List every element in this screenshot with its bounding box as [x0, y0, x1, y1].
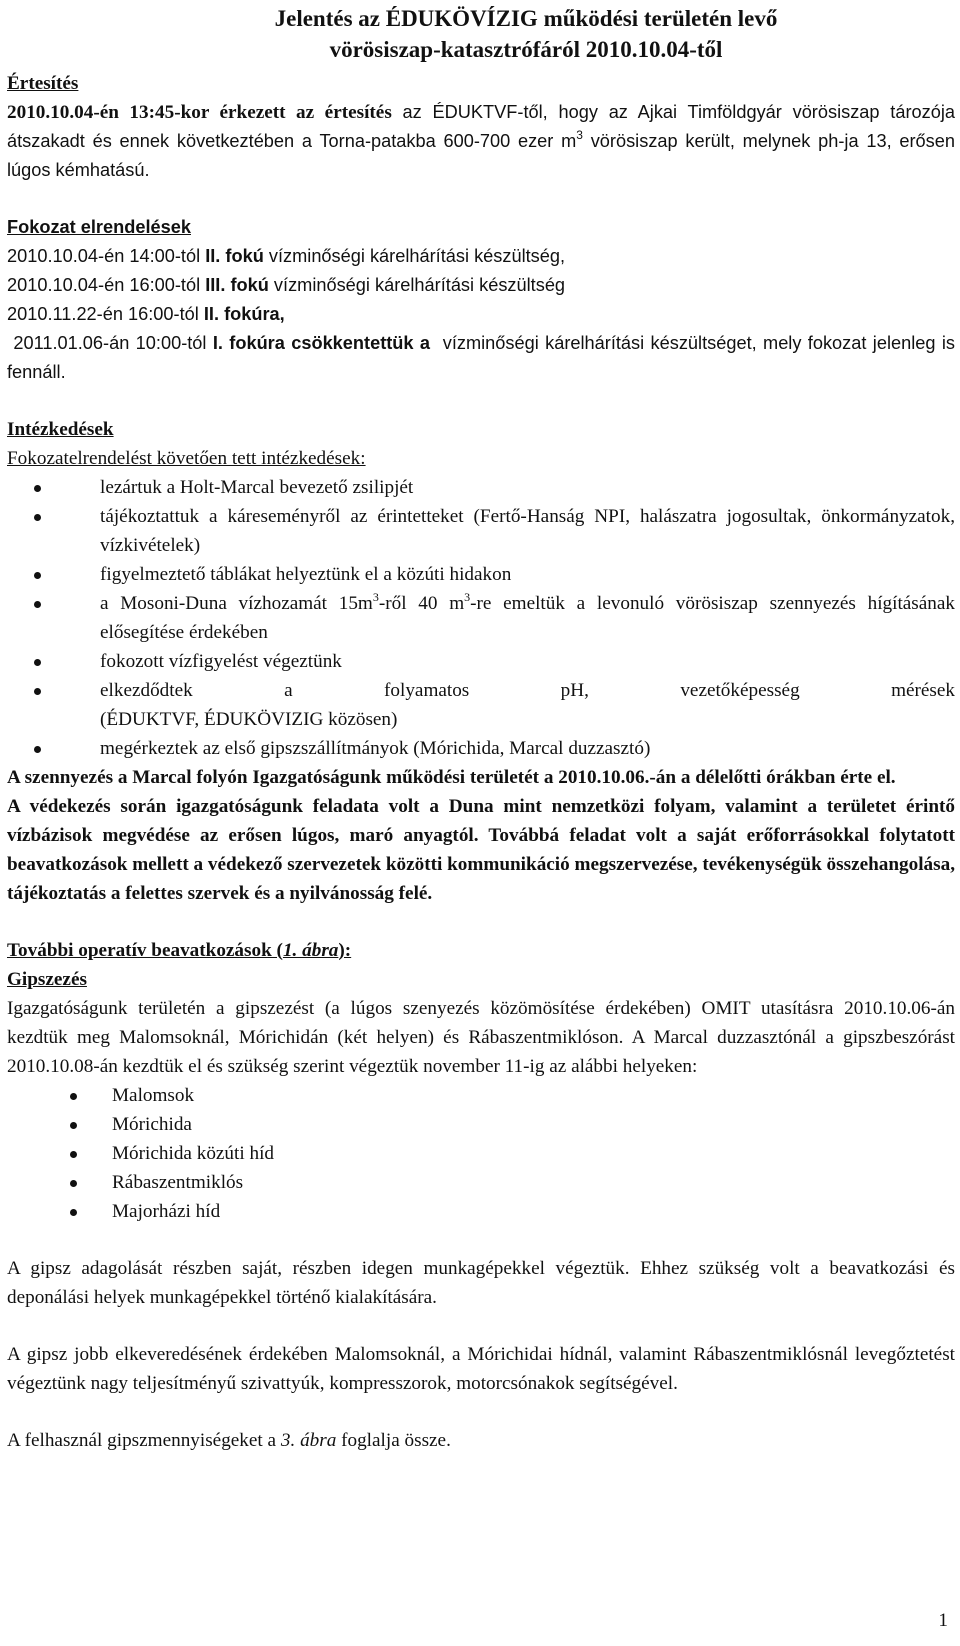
- bold-paragraph-1: A szennyezés a Marcal folyón Igazgatóságunk működési területét a 2010.10.06.-án a délelőtti órákban érte el.: [7, 767, 896, 788]
- ertesites-heading: Értesítés: [7, 73, 79, 94]
- intezkedesek-list: [7, 473, 955, 763]
- list-item-text-c: -re emeltük a levonuló vörösiszap szennyezés hígításának elősegítése érdekében: [100, 593, 955, 643]
- intezkedesek-heading: Intézkedések: [7, 419, 114, 440]
- superscript: 3: [464, 590, 471, 604]
- bullet-icon: [70, 1151, 77, 1158]
- gipszezes-heading: Gipszezés: [7, 969, 87, 990]
- bullet-icon: [70, 1209, 77, 1216]
- gipszezes-paragraph: Igazgatóságunk területén a gipszezést (a lúgos szenyezés közömösítése érdekében) OMIT utasításra 2010.10.06-án kezdtük meg Malomsoknál, Mórichidán (két helyen) és Rábaszentmiklóson. A Marcal duzzasztónál a gipszbeszórást 2010.10.08-án kezdtük el és szükség szerint végeztük november 11-ig az alábbi helyeken:: [7, 998, 955, 1077]
- list-item-text: lezártuk a Holt-Marcal bevezető zsilipjét: [100, 477, 414, 498]
- fokozat-row-2-date: 2010.10.04-én 16:00-tól: [7, 275, 206, 295]
- list-item-text-line-1: elkezdődtek a folyamatos pH, vezetőképesség mérések: [100, 680, 955, 701]
- fokozat-row-1-date: 2010.10.04-én 14:00-tól: [7, 246, 206, 266]
- list-item: [7, 473, 955, 502]
- list-item: [7, 1081, 955, 1110]
- ertesites-sup: 3: [576, 128, 583, 142]
- fokozat-row-3-level: II. fokúra,: [203, 304, 285, 324]
- fokozat-row-1-level: II.: [205, 246, 221, 266]
- list-item: [7, 647, 955, 676]
- fokozat-row-2-rest: vízminőségi kárelhárítási készültség: [268, 275, 566, 295]
- fokozat-row-2-level: III.: [205, 275, 226, 295]
- list-item: [7, 589, 955, 647]
- bullet-icon: [70, 1122, 77, 1129]
- fokozat-row-3: [7, 300, 955, 329]
- gipsz-paragraph-3-end: foglalja össze.: [336, 1430, 451, 1451]
- list-item-text: megérkeztek az első gipszszállítmányok (Mórichida, Marcal duzzasztó): [100, 738, 651, 759]
- fokozat-row-1-rest: vízminőségi kárelhárítási készültség,: [263, 246, 566, 266]
- list-item: [7, 676, 955, 734]
- list-item: [7, 1168, 955, 1197]
- list-item-text-a: a Mosoni-Duna vízhozamát 15m: [100, 593, 373, 614]
- gipsz-paragraph-2: A gipsz jobb elkeveredésének érdekében Malomsoknál, a Mórichidai hídnál, valamint Rábaszentmiklósnál levegőztetést végeztünk nagy teljesítményű szivattyúk, kompresszorok, motorcsónakok segítségével.: [7, 1344, 955, 1394]
- fokozat-row-4: [7, 329, 960, 387]
- bullet-icon: [34, 485, 41, 492]
- ertesites-paragraph: [7, 98, 955, 185]
- list-item: [7, 1197, 955, 1226]
- fokozat-row-4-date: 2011.01.06-án 10:00-tól: [7, 333, 213, 353]
- gipsz-paragraph-3-text: A felhasznál gipszmennyiségeket a: [7, 1430, 281, 1451]
- bullet-icon: [70, 1093, 77, 1100]
- list-item-text-line-2: (ÉDUKTVF, ÉDUKÖVIZIG közösen): [100, 709, 398, 730]
- superscript: 3: [372, 590, 379, 604]
- list-item-text: Mórichida: [112, 1114, 192, 1135]
- list-item: [7, 502, 955, 560]
- ertesites-text-1: az ÉDUKTVF-től, hogy az Ajkai Timföldgyár vörösiszap tározója átszakadt és ennek következtében a Torna-patakba 600-700 ezer m: [7, 102, 955, 151]
- ertesites-text-2: vörösiszap került, melynek ph-ja 13, erősen lúgos kémhatású.: [7, 131, 955, 180]
- bullet-icon: [70, 1180, 77, 1187]
- bullet-icon: [34, 688, 41, 695]
- tovabbi-heading: [7, 936, 955, 965]
- title-line-1: Jelentés az ÉDUKÖVÍZIG működési területén levő: [274, 6, 778, 31]
- gipsz-paragraph-3: [7, 1426, 955, 1455]
- bullet-icon: [34, 601, 41, 608]
- places-list: [7, 1081, 955, 1226]
- tovabbi-section: [7, 936, 955, 1226]
- list-item-text: fokozott vízfigyelést végeztünk: [100, 651, 342, 672]
- fokozat-row-1: [7, 242, 955, 271]
- bold-paragraph-2: A védekezés során igazgatóságunk feladata volt a Duna mint nemzetközi folyam, valamint a területet érintő vízbázisok megvédése az erősen lúgos, maró anyagtól. Továbbá feladat volt a saját erőforrásokkal folytatott beavatkozások mellett a védekező szervezetek közötti kommunikáció megszervezése, tevékenységük összehangolása, tájékoztatás a felettes szervek és a nyilvánosság felé.: [7, 796, 956, 904]
- list-item: [7, 560, 955, 589]
- list-item-text: Malomsok: [112, 1085, 195, 1106]
- ertesites-lead: 2010.10.04-én 13:45-kor érkezett az értesítés: [7, 102, 392, 123]
- page-number: 1: [938, 1610, 948, 1631]
- intezkedesek-subheading: Fokozatelrendelést követően tett intézkedések:: [7, 448, 366, 469]
- bullet-icon: [34, 514, 41, 521]
- figure-reference: 1. ábra: [282, 940, 339, 961]
- tovabbi-heading-text: További operatív beavatkozások (: [7, 940, 283, 961]
- fokozat-row-4-rest: vízminőségi kárelhárítási készültséget, mely fokozat jelenleg is fennáll.: [7, 333, 960, 382]
- list-item-text: Rábaszentmiklós: [112, 1172, 244, 1193]
- list-item-text: figyelmeztető táblákat helyeztünk el a közúti hidakon: [100, 564, 512, 585]
- list-item-text: Majorházi híd: [112, 1201, 221, 1222]
- document-title: [7, 3, 955, 65]
- bullet-icon: [34, 746, 41, 753]
- fokozat-heading: Fokozat elrendelések: [7, 217, 191, 237]
- tovabbi-heading-end: ):: [338, 940, 352, 961]
- bullet-icon: [34, 572, 41, 579]
- fokozat-row-1-level-word: fokú: [220, 246, 264, 266]
- list-item: [7, 1139, 955, 1168]
- list-item-text: Mórichida közúti híd: [112, 1143, 274, 1164]
- fokozat-section: [7, 213, 960, 387]
- list-item: [7, 1110, 955, 1139]
- bullet-icon: [34, 659, 41, 666]
- fokozat-row-4-level: I. fokúra csökkentettük a: [212, 333, 431, 353]
- fokozat-row-2: [7, 271, 955, 300]
- list-item: [7, 734, 955, 763]
- intezkedesek-section: [7, 415, 955, 763]
- document-page: [7, 0, 960, 1455]
- figure-reference: 3. ábra: [280, 1430, 337, 1451]
- fokozat-row-2-level-word: fokú: [225, 275, 269, 295]
- list-item-text: tájékoztattuk a káreseményről az érintetteket (Fertő-Hanság NPI, halászatra jogosultak, önkormányzatok, vízkivételek): [100, 506, 955, 556]
- gipsz-paragraph-1: A gipsz adagolását részben saját, részben idegen munkagépekkel végeztük. Ehhez szükség volt a beavatkozási és deponálási helyek munkagépekkel történő kialakítására.: [7, 1258, 955, 1308]
- fokozat-row-3-date: 2010.11.22-én 16:00-tól: [7, 304, 204, 324]
- list-item-text-b: -ről 40 m: [378, 593, 465, 614]
- title-line-2: vörösiszap-katasztrófáról 2010.10.04-től: [329, 37, 723, 62]
